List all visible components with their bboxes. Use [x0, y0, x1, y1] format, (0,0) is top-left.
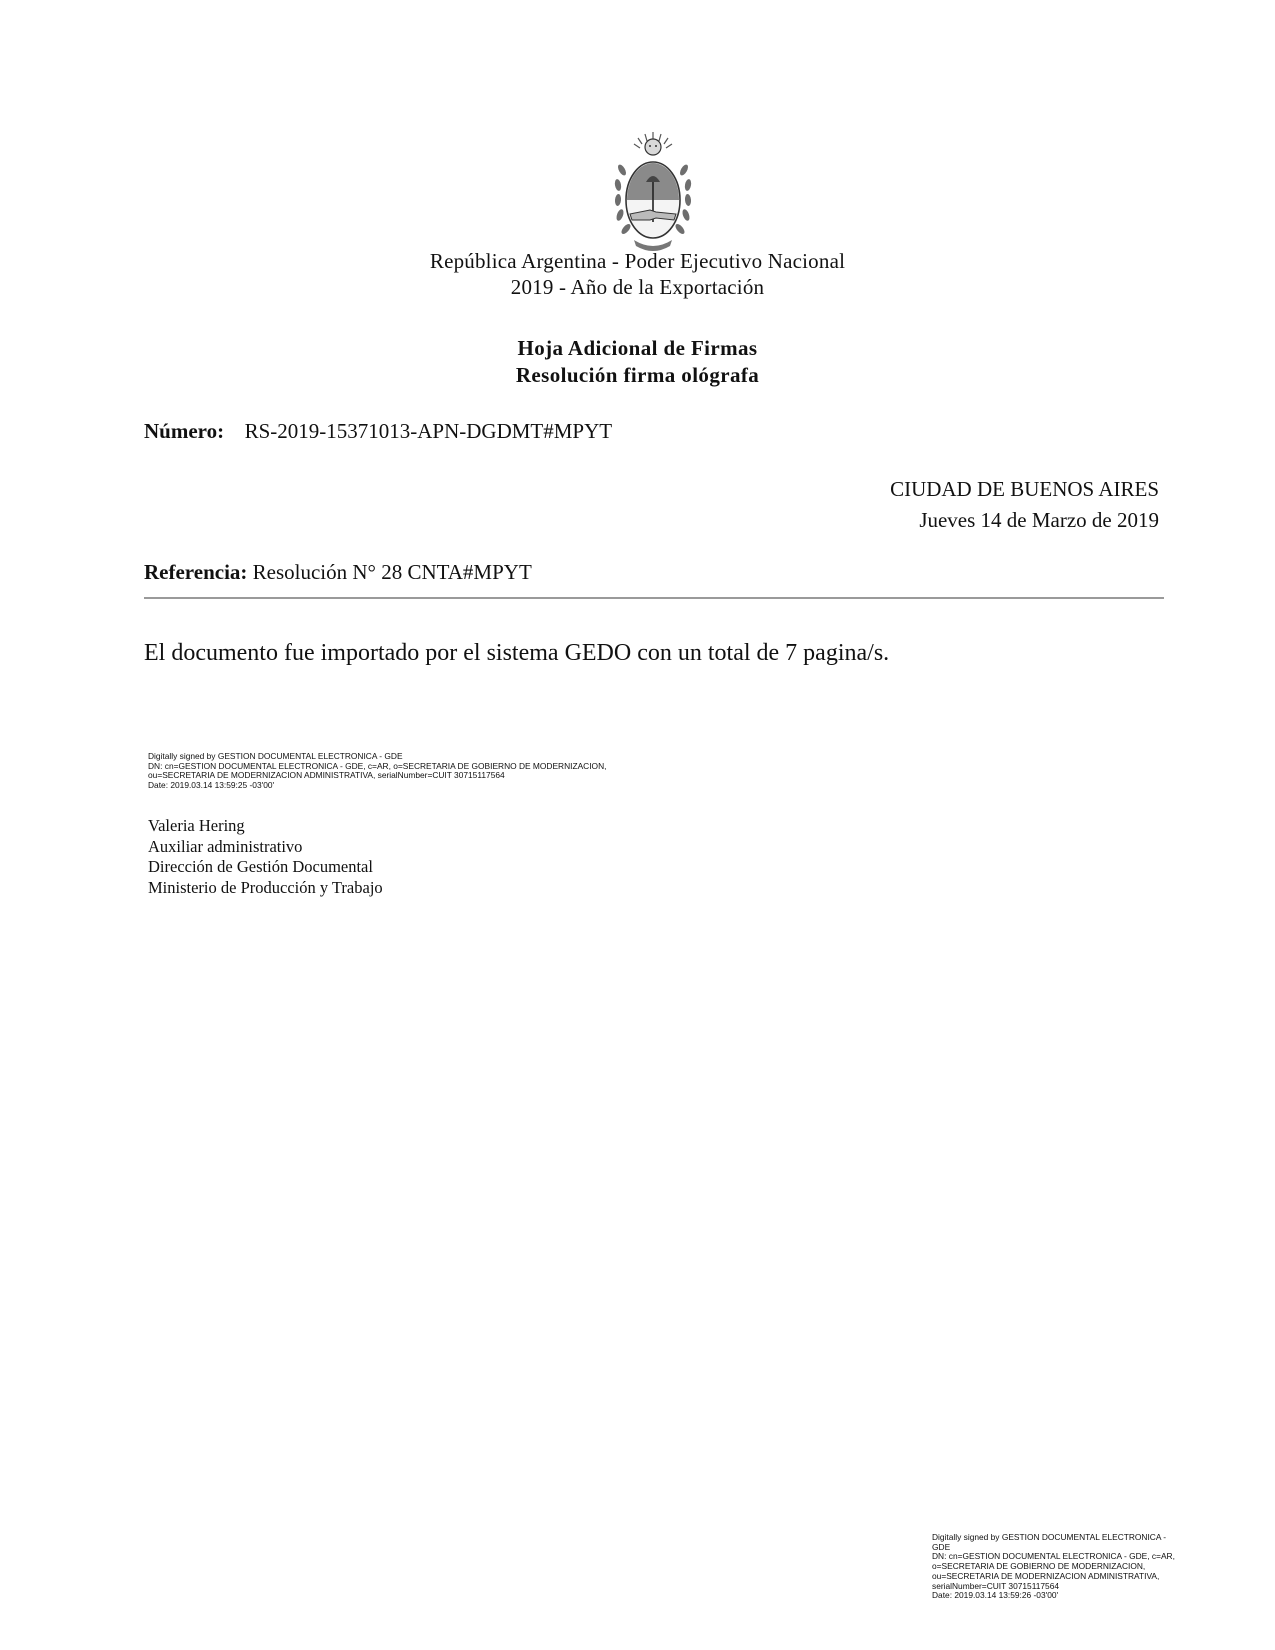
digital-signature-line-3: ou=SECRETARIA DE MODERNIZACION ADMINISTRATIVA, serialNumber=CUIT 30715117564: [148, 770, 505, 781]
corner-signature-line-2: GDE: [932, 1541, 951, 1552]
date: Jueves 14 de Marzo de 2019: [919, 508, 1159, 532]
place-date-block: [890, 474, 1159, 536]
header-line-2: 2019 - Año de la Exportación: [510, 275, 765, 299]
digital-signature-line-4: Date: 2019.03.14 13:59:25 -03'00': [148, 779, 275, 790]
corner-signature-line-1: Digitally signed by GESTION DOCUMENTAL ELECTRONICA -: [932, 1532, 1167, 1542]
corner-signature-line-7: Date: 2019.03.14 13:59:26 -03'00': [932, 1590, 1059, 1601]
city: CIUDAD DE BUENOS AIRES: [890, 477, 1159, 501]
divider: [144, 597, 1164, 599]
referencia-label: Referencia:: [144, 560, 248, 584]
title-line-2: Resolución firma ológrafa: [515, 363, 760, 387]
signer-role: Auxiliar administrativo: [148, 836, 303, 856]
digital-signature-block: [148, 752, 668, 790]
digital-signature-line-1: Digitally signed by GESTION DOCUMENTAL ELECTRONICA - GDE: [148, 751, 403, 761]
digital-signature-line-2: DN: cn=GESTION DOCUMENTAL ELECTRONICA - GDE, c=AR, o=SECRETARIA DE GOBIERNO DE MODERNIZACION,: [148, 760, 607, 771]
header-line-1: República Argentina - Poder Ejecutivo Nacional: [429, 249, 846, 273]
signer-ministry: Ministerio de Producción y Trabajo: [148, 877, 383, 897]
corner-signature-line-5: ou=SECRETARIA DE MODERNIZACION ADMINISTRATIVA,: [932, 1570, 1160, 1581]
numero-row: [144, 418, 612, 444]
title-line-1: Hoja Adicional de Firmas: [517, 336, 758, 360]
signer-name: Valeria Hering: [148, 816, 245, 835]
numero-label: Número:: [144, 419, 225, 443]
referencia-row: [144, 559, 532, 585]
document-title: [0, 335, 1275, 389]
corner-signature-line-4: o=SECRETARIA DE GOBIERNO DE MODERNIZACION,: [932, 1561, 1146, 1572]
referencia-value: Resolución N° 28 CNTA#MPYT: [252, 560, 532, 584]
signer-block: [148, 816, 383, 898]
signer-office: Dirección de Gestión Documental: [148, 857, 373, 876]
corner-signature-block: [932, 1533, 1192, 1601]
argentina-coat-of-arms-icon: [612, 130, 694, 256]
corner-signature-line-3: DN: cn=GESTION DOCUMENTAL ELECTRONICA - GDE, c=AR,: [932, 1551, 1175, 1562]
body-text: El documento fue importado por el sistema GEDO con un total de 7 pagina/s.: [144, 640, 890, 666]
header: [0, 248, 1275, 300]
corner-signature-line-6: serialNumber=CUIT 30715117564: [932, 1580, 1060, 1591]
numero-value: RS-2019-15371013-APN-DGDMT#MPYT: [244, 419, 613, 443]
